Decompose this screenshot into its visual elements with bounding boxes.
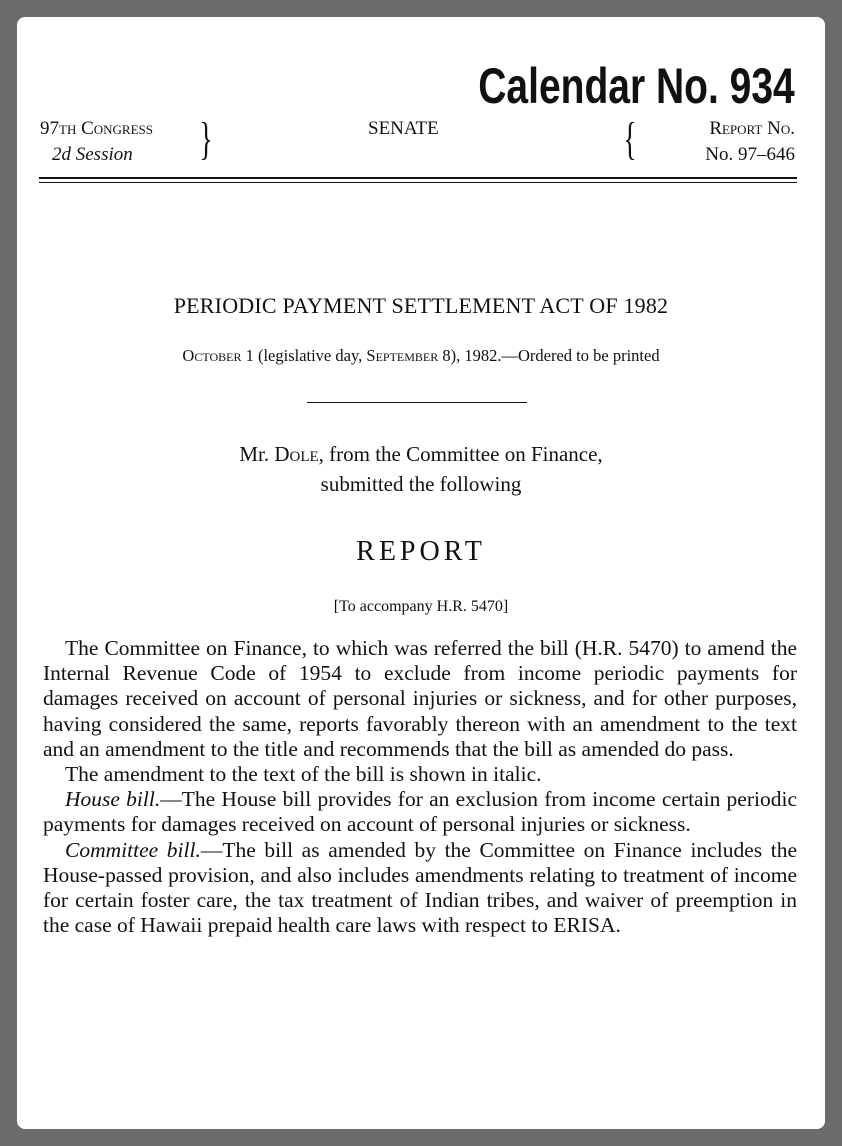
report-heading: REPORT xyxy=(356,536,486,567)
header-rule-thick xyxy=(39,177,797,179)
calendar-number: Calendar No. 934 xyxy=(478,58,795,114)
ordered-line xyxy=(17,346,825,366)
senator-name: Dole xyxy=(274,442,319,466)
committee-bill-label: Committee bill. xyxy=(65,837,201,862)
left-brace: } xyxy=(199,113,213,164)
document-page xyxy=(17,17,825,1129)
section-divider xyxy=(307,402,527,403)
senate-label: SENATE xyxy=(368,118,439,139)
right-brace: { xyxy=(623,113,637,164)
congress-session xyxy=(40,116,153,168)
report-body xyxy=(43,636,797,938)
paragraph-referral: The Committee on Finance, to which was referred the bill (H.R. 5470) to amend the Internal Revenue Code of 1954 to exclude from income periodic payments for damages received on account of personal injuries or sickness, and for other purposes, having considered the same, reports favorably thereon with an amendment to the text and an amendment to the title and recommends that the bill as amended do pass. xyxy=(43,636,797,761)
act-title: PERIODIC PAYMENT SETTLEMENT ACT OF 1982 xyxy=(173,293,669,318)
header-rule-thin xyxy=(39,182,797,183)
ordered-end: 8), 1982.—Ordered to be printed xyxy=(438,346,660,365)
submitted-line1 xyxy=(17,439,825,469)
submitted-by xyxy=(17,439,825,499)
paragraph-amendment-note: The amendment to the text of the bill is shown in italic. xyxy=(65,762,542,787)
ordered-month2: September xyxy=(366,346,439,365)
accompany-note: [To accompany H.R. 5470] xyxy=(333,598,509,615)
congress-label: th Congress xyxy=(59,118,153,139)
ordered-mid: 1 (legislative day, xyxy=(241,346,367,365)
submitted-line2: submitted the following xyxy=(320,472,522,496)
report-number-value: No. 97–646 xyxy=(705,144,795,165)
committee-bill-text: —The bill as amended by the Committee on Finance includes the House-passed provision, and also includes amendments relating to treatment of income for certain foster care, the tax treatment of Indian tribes, and waiver of preemption in the case of Hawaii prepaid health care laws with respect to ERISA. xyxy=(43,837,797,938)
report-number xyxy=(705,116,795,168)
paragraph-committee-bill xyxy=(43,838,797,939)
house-bill-text: —The House bill provides for an exclusion from income certain periodic payments for damages received on account of personal injuries or sickness. xyxy=(43,787,798,837)
congress-number: 97 xyxy=(40,118,59,139)
paragraph-house-bill xyxy=(43,787,797,837)
congress-line xyxy=(40,116,153,142)
submitted-rest: , from the Committee on Finance, xyxy=(318,442,603,466)
ordered-month: October xyxy=(182,346,242,365)
house-bill-label: House bill. xyxy=(65,787,161,812)
session-line: 2d Session xyxy=(52,144,133,165)
report-number-label: Report No. xyxy=(709,118,795,139)
submitted-prefix: Mr. xyxy=(239,442,275,466)
